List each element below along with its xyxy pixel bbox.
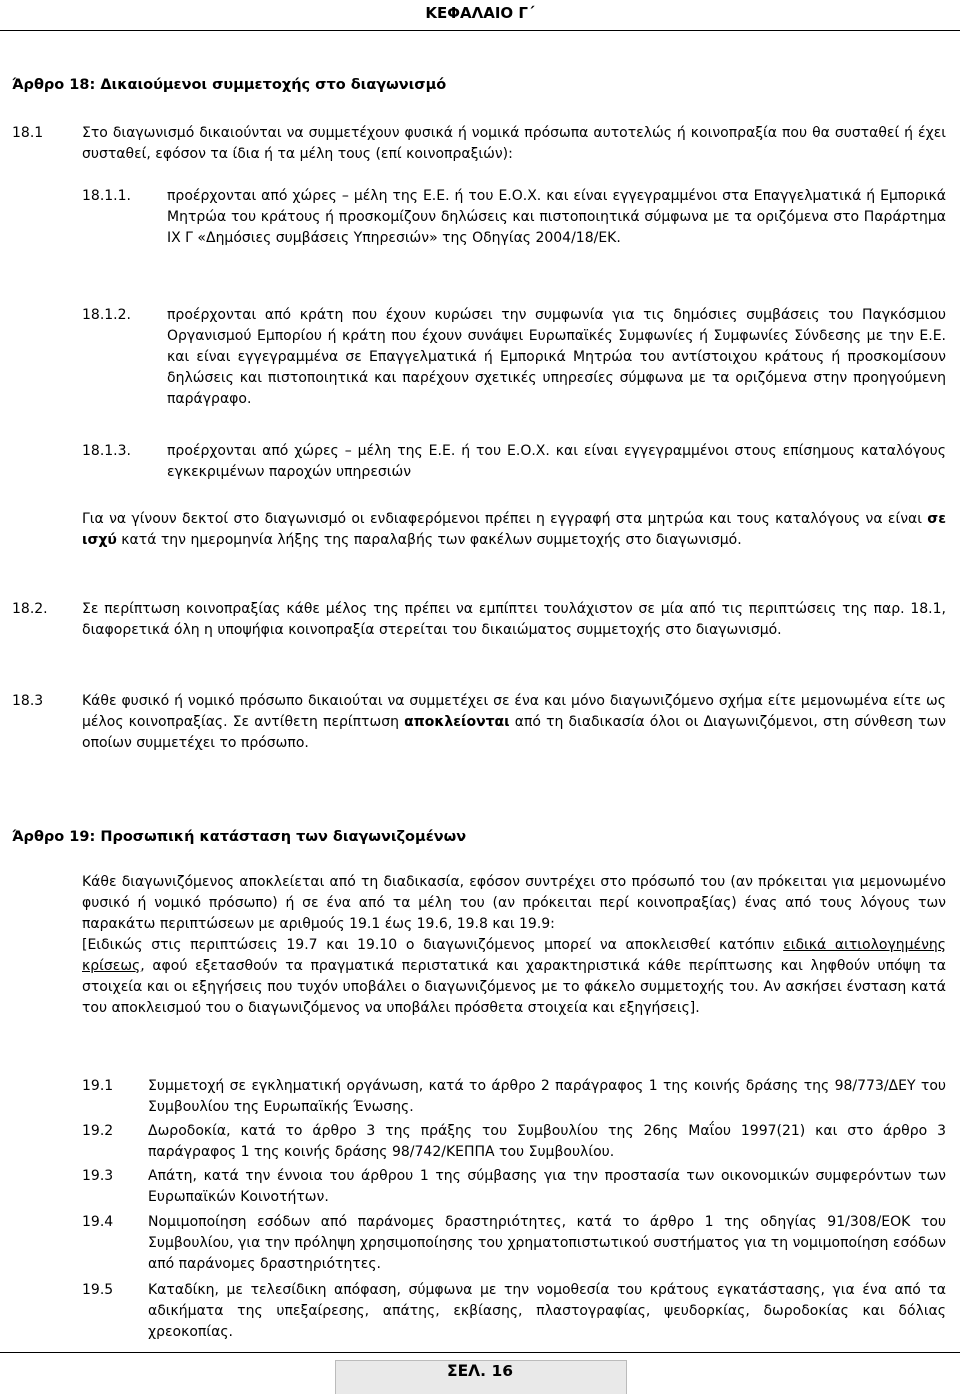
article-19-intro-note: [Ειδικώς στις περιπτώσεις 19.7 και 19.10 ο διαγωνιζόμενος μπορεί να αποκλεισθεί κατόπιν ειδικά αιτιολογημένης κρίσεως, αφού εξετασθούν τα πραγματικά περιστατικά και χαρακτηριστικά κάθε περίπτωσης και ληφθούν υπόψη τα στοιχεία και οι εξηγήσεις που τυχόν υποβάλει ο διαγωνιζόμενος με το φάκελο συμμετοχής του. Αν ασκήσει ένσταση κατά του αποκλεισμού του ο διαγωνιζόμενος να υποβάλει πρόσθετα στοιχεία και εξηγήσεις]. (82, 937, 946, 1016)
emphasis-excluded: αποκλείονται (404, 714, 510, 730)
article-19-title: Άρθρο 19: Προσωπική κατάσταση των διαγωνιζομένων (12, 829, 467, 845)
article-19-intro: Κάθε διαγωνιζόμενος αποκλείεται από τη διαδικασία, εφόσον συντρέχει στο πρόσωπό του (αν πρόκειται για μεμονωμένο φυσικό ή νομικό πρόσωπο) ή σε ένα από τα μέλη του (αν πρόκειται περί κοινοπραξίας) ένας από τους λόγους των παρακάτω περιπτώσεων με αριθμούς 19.1 έως 19.6, 19.8 και 19.9: (82, 874, 946, 932)
para-number: 18.1.1. (82, 188, 131, 204)
para-number: 18.1.3. (82, 443, 131, 459)
item-number: 19.3 (82, 1168, 114, 1184)
item-19-5: Καταδίκη, με τελεσίδικη απόφαση, σύμφωνα με την νομοθεσία του κράτους εγκατάστασης, για ένα από τα αδικήματα της υπεξαίρεσης, απάτης, εκβίασης, πλαστογραφίας, ψευδορκίας, δωροδοκίας και δόλιας χρεοκοπίας. (148, 1282, 946, 1340)
item-number: 19.5 (82, 1282, 114, 1298)
item-19-1: Συμμετοχή σε εγκληματική οργάνωση, κατά το άρθρο 2 παράγραφος 1 της κοινής δράσης της 98/773/ΔΕΥ του Συμβουλίου της Ευρωπαϊκής Ένωσης. (148, 1078, 946, 1115)
item-number: 19.4 (82, 1214, 114, 1230)
article-18-title: Άρθρο 18: Δικαιούμενοι συμμετοχής στο διαγωνισμό (12, 77, 447, 93)
para-18-3: Κάθε φυσικό ή νομικό πρόσωπο δικαιούται να συμμετέχει σε ένα και μόνο διαγωνιζόμενο σχήμα είτε μεμονωμένα είτε ως μέλος κοινοπραξίας. Σε αντίθετη περίπτωση αποκλείονται από τη διαδικασία όλοι οι Διαγωνιζόμενοι, στη σύνθεση των οποίων συμμετέχει το πρόσωπο. (82, 693, 947, 751)
para-validity: Για να γίνουν δεκτοί στο διαγωνισμό οι ενδιαφερόμενοι πρέπει η εγγραφή στα μητρώα και τους καταλόγους να είναι σε ισχύ κατά την ημερομηνία λήξης της παραλαβής των φακέλων συμμετοχής στο διαγωνισμό. (82, 511, 946, 548)
item-number: 19.1 (82, 1078, 114, 1094)
page-header (0, 0, 960, 31)
underlined-phrase: ειδικά αιτιολογημένης κρίσεως (82, 937, 946, 974)
item-19-4: Νομιμοποίηση εσόδων από παράνομες δραστηριότητες, κατά το άρθρο 1 της οδηγίας 91/308/ΕΟΚ του Συμβουλίου, για την πρόληψη χρησιμοποίησης του χρηματοπιστωτικού συστήματος για τη νομιμοποίηση εσόδων από παράνομες δραστηριότητες. (148, 1214, 946, 1272)
emphasis-in-force: σε ισχύ (82, 511, 946, 548)
item-19-3: Απάτη, κατά την έννοια του άρθρου 1 της σύμβασης για την προστασία των οικονομικών συμφερόντων των Ευρωπαϊκών Κοινοτήτων. (148, 1168, 946, 1205)
para-18-1-3: προέρχονται από χώρες – μέλη της Ε.Ε. ή του Ε.Ο.Χ. και είναι εγγεγραμμένοι στους επίσημους καταλόγους εγκεκριμένων παροχών υπηρεσιών (167, 443, 946, 480)
item-19-2: Δωροδοκία, κατά το άρθρο 3 της πράξης του Συμβουλίου της 26ης Μαΐου 1997(21) και στο άρθρο 3 παράγραφος 1 της κοινής δράσης 98/742/ΚΕΠΠΑ του Συμβουλίου. (148, 1123, 946, 1160)
para-18-1-1: προέρχονται από χώρες – μέλη της Ε.Ε. ή του Ε.Ο.Χ. και είναι εγγεγραμμένοι στα Επαγγελματικά ή Εμπορικά Μητρώα του κράτους ή προσκομίζουν δηλώσεις και πιστοποιητικά σύμφωνα με τα οριζόμενα στο Παράρτημα ΙΧ Γ «Δημόσιες συμβάσεις Υπηρεσιών» της Οδηγίας 2004/18/ΕΚ. (167, 188, 946, 246)
para-number: 18.1.2. (82, 307, 131, 323)
para-number: 18.2. (12, 601, 48, 617)
para-18-1-2: προέρχονται από κράτη που έχουν κυρώσει την συμφωνία για τις δημόσιες συμβάσεις του Παγκόσμιου Οργανισμού Εμπορίου ή κράτη που έχουν συνάψει Ευρωπαϊκές Συμφωνίες ή Συμφωνίες Σύνδεσης με την Ε.Ε. και είναι εγγεγραμμένα σε Επαγγελματικά ή Εμπορικά Μητρώα του αντίστοιχου κράτους ή προσκομίσουν δηλώσεις και πιστοποιητικά και παρέχουν σχετικές υπηρεσίες σύμφωνα με τα οριζόμενα στην προηγούμενη παράγραφο. (167, 307, 946, 407)
para-18-2: Σε περίπτωση κοινοπραξίας κάθε μέλος της πρέπει να εμπίπτει τουλάχιστον σε μία από τις περιπτώσεις της παρ. 18.1, διαφορετικά όλη η υποψήφια κοινοπραξία στερείται του δικαιώματος συμμετοχής στο διαγωνισμό. (82, 601, 946, 638)
para-number: 18.3 (12, 693, 44, 709)
item-number: 19.2 (82, 1123, 114, 1139)
chapter-title: ΚΕΦΑΛΑΙΟ Γ΄ (425, 4, 535, 22)
page-number: ΣΕΛ. 16 (446, 1362, 514, 1380)
para-18-1: Στο διαγωνισμό δικαιούνται να συμμετέχουν φυσικά ή νομικά πρόσωπα αυτοτελώς ή κοινοπραξία που θα συσταθεί ή έχει συσταθεί, εφόσον τα ίδια ή τα μέλη τους (επί κοινοπραξιών): (82, 125, 946, 162)
para-number: 18.1 (12, 125, 44, 141)
